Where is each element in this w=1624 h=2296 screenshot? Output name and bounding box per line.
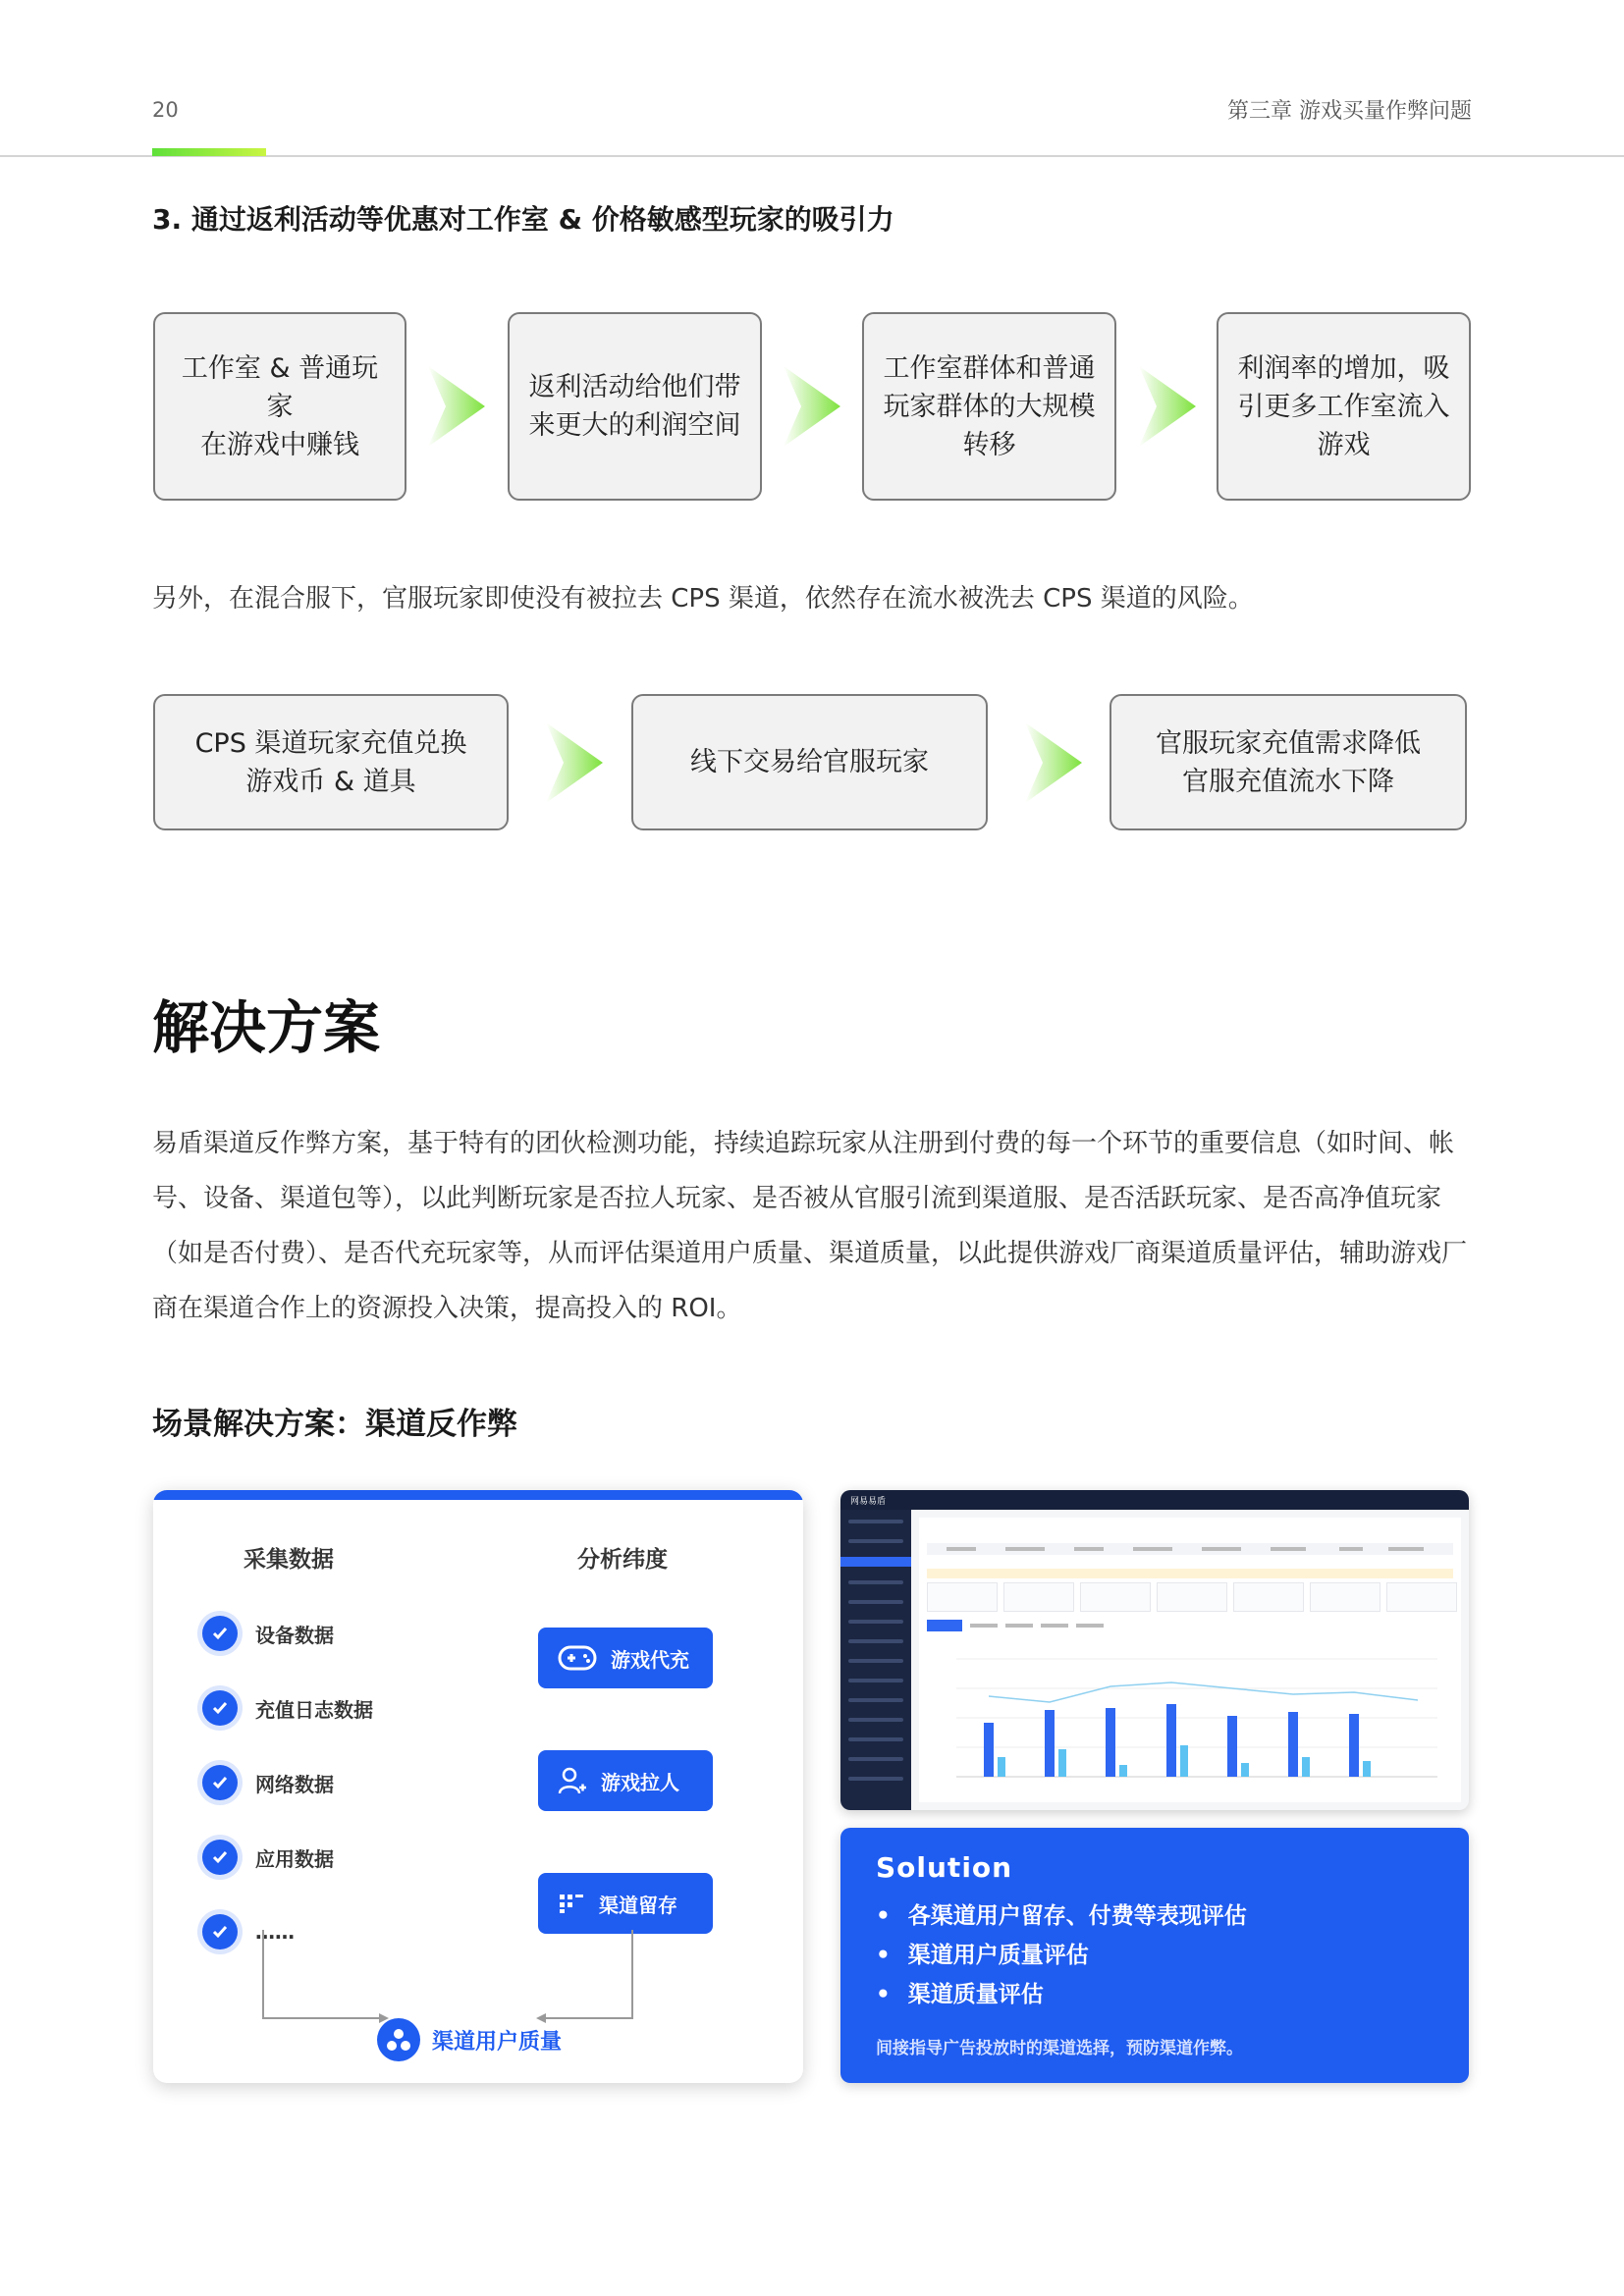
- mixed-flow-step-2: 线下交易给官服玩家: [631, 694, 988, 830]
- data-flow-diagram: [153, 1490, 803, 2083]
- dashboard-warning-bar: [927, 1569, 1453, 1578]
- check-icon: [202, 1765, 238, 1800]
- analysis-dimension-title: 分析纬度: [577, 1547, 668, 1573]
- solution-bullet: • 渠道质量评估: [876, 1975, 1247, 2014]
- solution-note: 间接指导广告投放时的渠道选择，预防渠道作弊。: [876, 2039, 1243, 2058]
- check-icon: [202, 1914, 238, 1949]
- solution-box: [840, 1828, 1469, 2083]
- collect-item: [202, 1614, 334, 1653]
- flow-arrow-icon: [1025, 722, 1082, 803]
- analysis-item-label: 游戏拉人: [601, 1770, 679, 1794]
- mixed-flow-step-1: CPS 渠道玩家充值兑换 游戏币 & 道具: [153, 694, 509, 830]
- dots-grid-icon: [558, 1893, 585, 1914]
- gamepad-icon: [558, 1644, 597, 1672]
- collect-data-title: 采集数据: [244, 1547, 334, 1573]
- card-top-bar: [153, 1490, 803, 1500]
- flow-step-2: 返利活动给他们带 来更大的利润空间: [508, 312, 762, 501]
- dashboard-tabs: [927, 1620, 1453, 1631]
- dashboard-screenshot: [840, 1490, 1469, 1810]
- check-icon: [202, 1840, 238, 1875]
- check-icon: [202, 1616, 238, 1651]
- header-accent-bar: [152, 148, 266, 156]
- collect-item-label: 网络数据: [255, 1772, 334, 1796]
- analysis-item-channel-retention: [538, 1873, 713, 1934]
- flow-arrow-icon: [428, 366, 485, 447]
- cluster-icon: [377, 2018, 420, 2061]
- chapter-title: 第三章 游戏买量作弊问题: [1227, 99, 1472, 124]
- solution-title: Solution: [876, 1851, 1013, 1884]
- dashboard-main: [919, 1518, 1461, 1802]
- solution-bullet: • 渠道用户质量评估: [876, 1936, 1247, 1975]
- dashboard-topbar: [840, 1490, 1469, 1510]
- collect-item: [202, 1838, 334, 1877]
- channel-user-quality: [377, 2018, 562, 2061]
- analysis-item-label: 游戏代充: [611, 1647, 689, 1672]
- mixed-server-paragraph: 另外，在混合服下，官服玩家即使没有被拉去 CPS 渠道，依然存在流水被洗去 CPS 渠道的风险。: [152, 584, 1254, 614]
- channel-user-quality-label: 渠道用户质量: [432, 2029, 563, 2055]
- dashboard-logo: 网易易盾: [850, 1497, 887, 1507]
- collect-item: [202, 1763, 334, 1802]
- dashboard-sidebar: [840, 1510, 911, 1810]
- scenario-heading: 场景解决方案：渠道反作弊: [152, 1407, 517, 1442]
- flow-arrow-icon: [784, 366, 840, 447]
- flow-arrow-icon: [1139, 366, 1196, 447]
- check-icon: [202, 1690, 238, 1726]
- solution-bullets: [876, 1896, 1247, 2014]
- collect-item-label: ……: [255, 1920, 295, 1944]
- flow-step-4: 利润率的增加，吸 引更多工作室流入 游戏: [1217, 312, 1471, 501]
- flow-step-1: 工作室 & 普通玩家 在游戏中赚钱: [153, 312, 406, 501]
- dashboard-bar-chart: [927, 1639, 1453, 1796]
- analysis-item-player-recruit: [538, 1750, 713, 1811]
- mixed-flow-step-3: 官服玩家充值需求降低 官服充值流水下降: [1110, 694, 1467, 830]
- page-number: 20: [152, 98, 179, 122]
- analysis-item-label: 渠道留存: [599, 1893, 677, 1917]
- collect-item-label: 设备数据: [255, 1623, 334, 1647]
- collect-item-label: 充值日志数据: [255, 1697, 373, 1722]
- section-3-heading: 3. 通过返利活动等优惠对工作室 & 价格敏感型玩家的吸引力: [152, 203, 894, 236]
- collect-item: [202, 1688, 373, 1728]
- collect-item-label: 应用数据: [255, 1846, 334, 1871]
- solution-bullet: • 各渠道用户留存、付费等表现评估: [876, 1896, 1247, 1936]
- dashboard-filter-row: [927, 1535, 1453, 1565]
- solution-paragraph: 易盾渠道反作弊方案，基于特有的团伙检测功能，持续追踪玩家从注册到付费的每一个环节的重要信息（如时间、帐号、设备、渠道包等），以此判断玩家是否拉人玩家、是否被从官服引流到渠道服、是否活跃玩家、是否高净值玩家（如是否付费）、是否代充玩家等，从而评估渠道用户质量、渠道质量，以此提供游戏厂商渠道质量评估，辅助游戏厂商在渠道合作上的资源投入决策，提高投入的 ROI。: [152, 1129, 1468, 1323]
- flow-step-3: 工作室群体和普通 玩家群体的大规模 转移: [862, 312, 1116, 501]
- flow-arrow-icon: [546, 722, 603, 803]
- analysis-item-game-recharge: [538, 1628, 713, 1688]
- user-add-icon: [558, 1766, 587, 1795]
- section-title: 解决方案: [152, 994, 381, 1061]
